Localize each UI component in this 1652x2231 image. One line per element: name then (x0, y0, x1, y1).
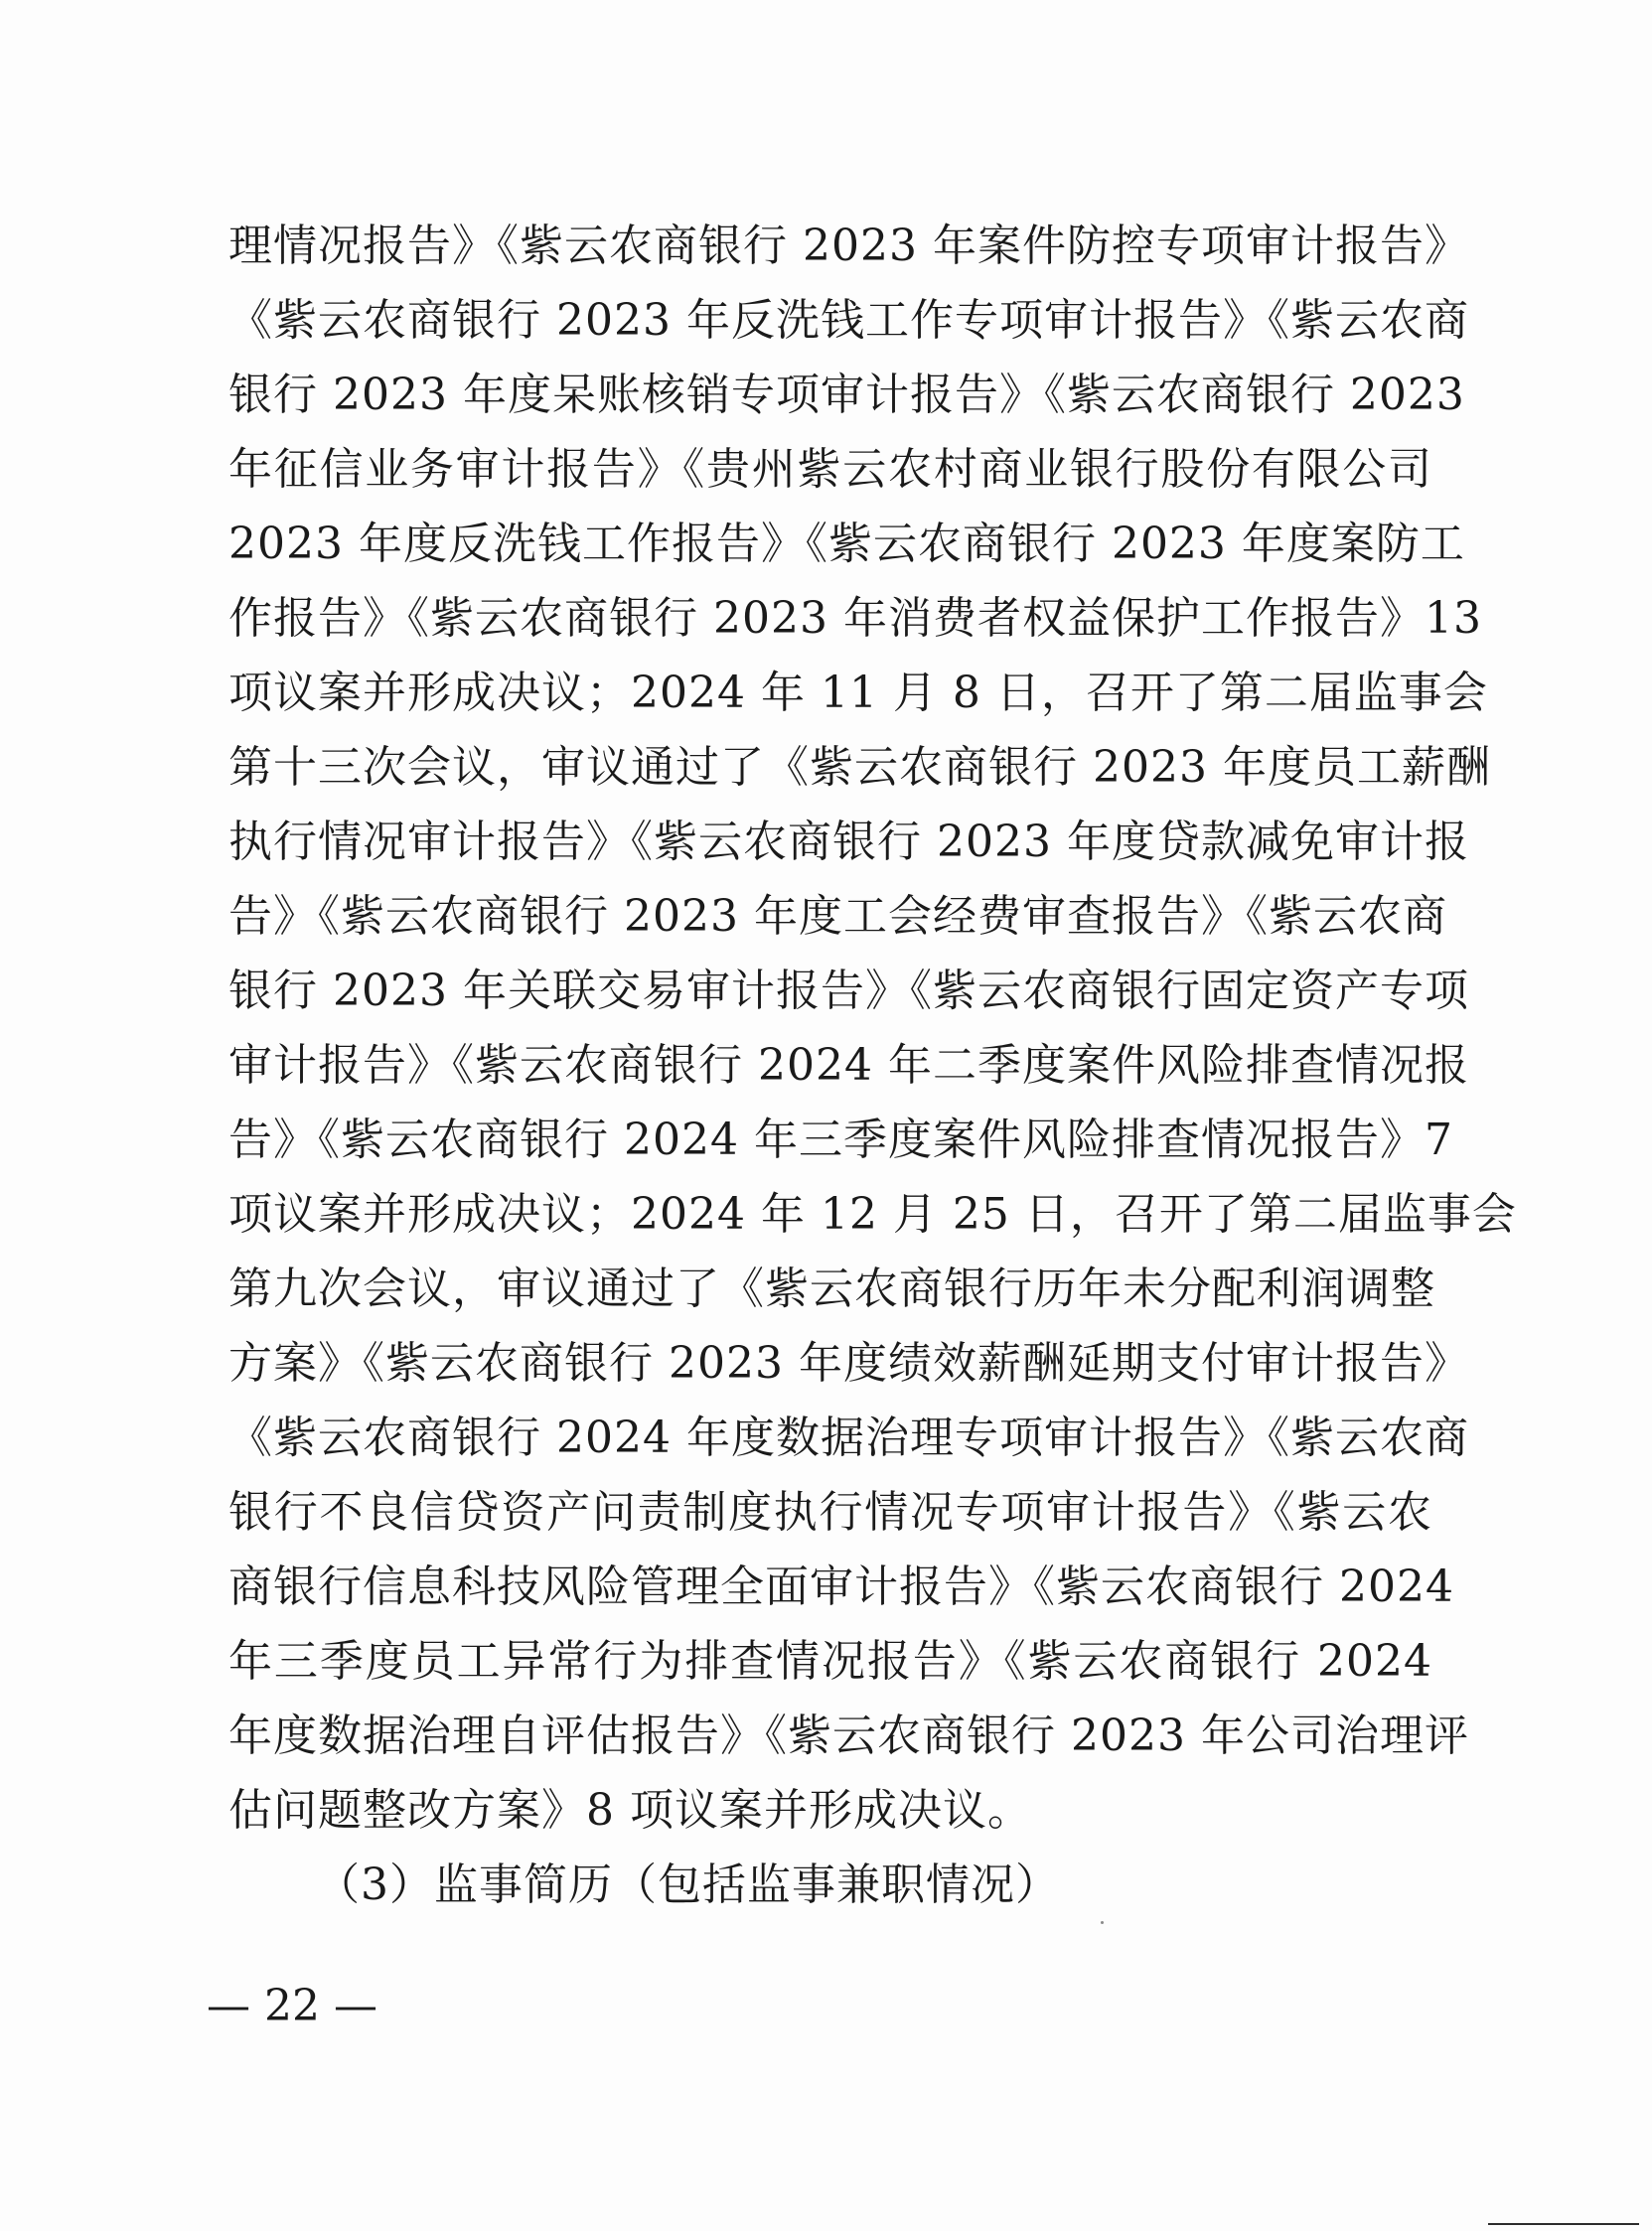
body-text-line: 《紫云农商银行 2023 年反洗钱工作专项审计报告》《紫云农商 (228, 295, 1469, 346)
body-text-line: 第十三次会议，审议通过了《紫云农商银行 2023 年度员工薪酬 (228, 742, 1491, 793)
body-text-line: 告》《紫云农商银行 2023 年度工会经费审查报告》《紫云农商 (228, 891, 1447, 942)
body-text-line: 年征信业务审计报告》《贵州紫云农村商业银行股份有限公司 (228, 444, 1432, 495)
body-text-line: 告》《紫云农商银行 2024 年三季度案件风险排查情况报告》7 (228, 1115, 1453, 1165)
body-text-line: 2023 年度反洗钱工作报告》《紫云农商银行 2023 年度案防工 (228, 519, 1465, 569)
body-text-line: 第九次会议，审议通过了《紫云农商银行历年未分配利润调整 (228, 1264, 1435, 1314)
scan-speck (1101, 1921, 1104, 1924)
section-heading: （3）监事简历（包括监事兼职情况） (316, 1859, 1060, 1910)
body-text-line-last: 估问题整改方案》8 项议案并形成决议。 (228, 1785, 1032, 1836)
body-text-line: 项议案并形成决议；2024 年 12 月 25 日，召开了第二届监事会 (228, 1189, 1517, 1240)
page-number: — 22 — (207, 1981, 377, 2031)
body-text-line: 年三季度员工异常行为排查情况报告》《紫云农商银行 2024 (228, 1636, 1432, 1687)
body-text-line: 《紫云农商银行 2024 年度数据治理专项审计报告》《紫云农商 (228, 1413, 1469, 1463)
body-text-line: 方案》《紫云农商银行 2023 年度绩效薪酬延期支付审计报告》 (228, 1338, 1469, 1389)
body-text-line: 审计报告》《紫云农商银行 2024 年二季度案件风险排查情况报 (228, 1040, 1469, 1091)
body-text-line: 银行 2023 年度呆账核销专项审计报告》《紫云农商银行 2023 (228, 370, 1465, 420)
body-text-line: 银行不良信贷资产问责制度执行情况专项审计报告》《紫云农 (228, 1487, 1432, 1538)
body-text-line: 项议案并形成决议；2024 年 11 月 8 日，召开了第二届监事会 (228, 668, 1488, 718)
body-text-line: 银行 2023 年关联交易审计报告》《紫云农商银行固定资产专项 (228, 966, 1469, 1016)
body-text-line: 作报告》《紫云农商银行 2023 年消费者权益保护工作报告》13 (228, 593, 1482, 644)
scan-edge-mark (1488, 2223, 1639, 2225)
body-text-line: 理情况报告》《紫云农商银行 2023 年案件防控专项审计报告》 (228, 221, 1469, 271)
body-text-line: 执行情况审计报告》《紫云农商银行 2023 年度贷款减免审计报 (228, 817, 1469, 867)
body-text-line: 年度数据治理自评估报告》《紫云农商银行 2023 年公司治理评 (228, 1710, 1469, 1761)
body-text-line: 商银行信息科技风险管理全面审计报告》《紫云农商银行 2024 (228, 1562, 1454, 1612)
